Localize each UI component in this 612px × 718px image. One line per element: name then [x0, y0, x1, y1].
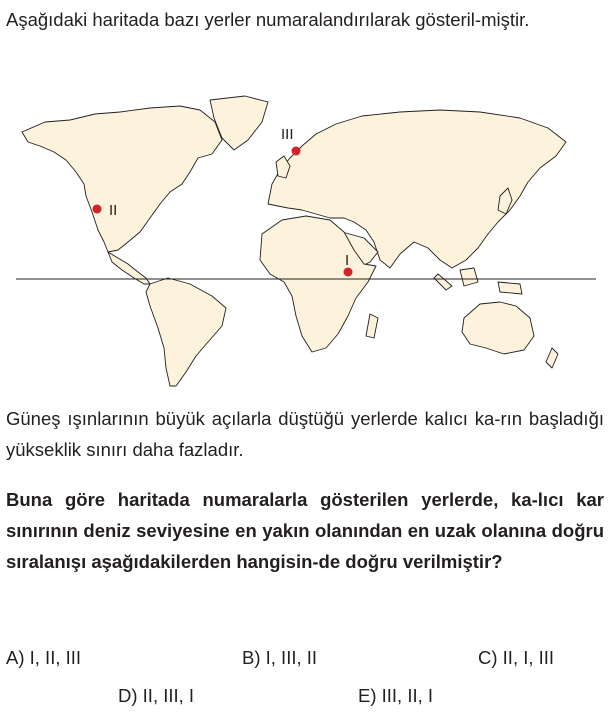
question-intro: Aşağıdaki haritada bazı yerler numaralandırılarak gösteril-miştir.: [6, 9, 530, 30]
marker-ii-dot: [93, 205, 102, 214]
option-d[interactable]: D) II, III, I: [118, 685, 195, 706]
question-prompt: Buna göre haritada numaralarla gösterilen yerlerde, ka-lıcı kar sınırının deniz seviyesine en yakın olanından en uzak olanına doğru sıralanışı aşağıdakilerden hangisin-de doğru verilmiştir?: [6, 489, 604, 572]
borneo-landmass: [460, 268, 478, 286]
madagascar-landmass: [366, 314, 378, 338]
option-b[interactable]: B) I, III, II: [242, 647, 318, 668]
marker-iii-dot: [292, 147, 301, 156]
world-map: [0, 92, 612, 392]
new-zealand-landmass: [546, 348, 558, 368]
australia-landmass: [462, 302, 534, 354]
marker-iii-label: III: [281, 126, 294, 143]
option-c[interactable]: C) II, I, III: [478, 647, 555, 668]
marker-ii-label: II: [109, 202, 118, 219]
option-a[interactable]: A) I, II, III: [6, 647, 82, 668]
north-america-landmass: [22, 106, 222, 252]
marker-i-label: I: [345, 252, 350, 269]
option-e[interactable]: E) III, II, I: [358, 685, 434, 706]
new-guinea-landmass: [498, 282, 522, 294]
south-america-landmass: [146, 278, 226, 386]
question-info: Güneş ışınlarının büyük açılarla düştüğü yerlerde kalıcı ka-rın başladığı yükseklik sınırı daha fazladır.: [6, 408, 604, 460]
sumatra-landmass: [434, 274, 452, 290]
